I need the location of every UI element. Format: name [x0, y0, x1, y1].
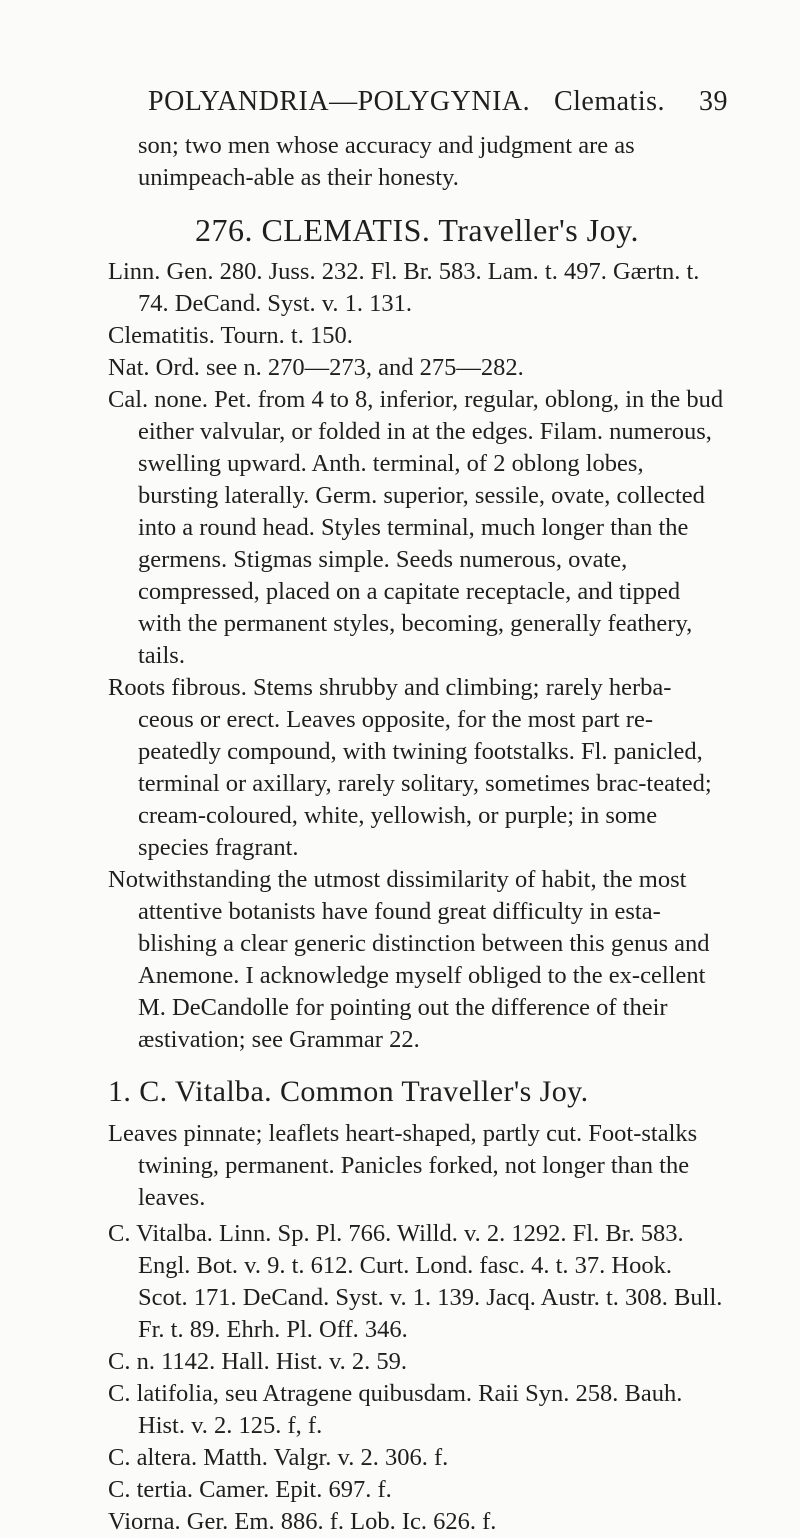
synonym-line: Viorna. Ger. Em. 886. f. Lob. Ic. 626. f.	[108, 1508, 497, 1535]
page-number: 39	[699, 86, 728, 117]
genus-heading: 276. CLEMATIS. Traveller's Joy.	[194, 212, 640, 248]
species-character: Leaves pinnate; leaflets heart-shaped, partly cut. Foot-stalks twining, permanent. Panicles forked, not longer than the leaves.	[108, 1120, 698, 1211]
species-heading: 1. C. Vitalba. Common Traveller's Joy.	[108, 1075, 589, 1108]
intro-paragraph: son; two men whose accuracy and judgment are as unimpeach-able as their honesty.	[138, 132, 635, 191]
synonym-line: C. altera. Matth. Valgr. v. 2. 306. f.	[108, 1444, 449, 1471]
running-title: POLYANDRIA—POLYGYNIA.	[148, 86, 531, 117]
generic-character: Cal. none. Pet. from 4 to 8, inferior, regular, oblong, in the bud either valvular, or folded in at the edges. Filam. numerous, swelling upward. Anth. terminal, of 2 oblong lobes, bursting laterally. Germ. superior, sessile, ovate, collected into a round head. Styles terminal, much longer than the germens. Stigmas simple. Seeds numerous, ovate, compressed, placed on a capitate receptacle, and tipped with the permanent styles, becoming, generally feathery, tails.	[108, 386, 724, 669]
synonym-line: C. Vitalba. Linn. Sp. Pl. 766. Willd. v. 2. 1292. Fl. Br. 583. Engl. Bot. v. 9. t. 612. Curt. Lond. fasc. 4. t. 37. Hook. Scot. 171. DeCand. Syst. v. 1. 139. Jacq. Austr. t. 308. Bull. Fr. t. 89. Ehrh. Pl. Off. 346.	[108, 1220, 723, 1343]
reference-line: Linn. Gen. 280. Juss. 232. Fl. Br. 583. Lam. t. 497. Gærtn. t. 74. DeCand. Syst. v. 1. 131.	[108, 258, 700, 317]
body-text	[108, 130, 726, 1538]
running-head	[148, 86, 728, 118]
observation-note: Notwithstanding the utmost dissimilarity of habit, the most attentive botanists have found great difficulty in esta-blishing a clear generic distinction between this genus and Anemone. I acknowledge myself obliged to the ex-cellent M. DeCandolle for pointing out the difference of their æstivation; see Grammar 22.	[108, 866, 710, 1053]
synonym-line: C. n. 1142. Hall. Hist. v. 2. 59.	[108, 1348, 407, 1375]
reference-line: Clematitis. Tourn. t. 150.	[108, 322, 353, 349]
running-genus: Clematis.	[553, 86, 665, 117]
habit-description: Roots fibrous. Stems shrubby and climbing; rarely herba-ceous or erect. Leaves opposite, for the most part re-peatedly compound, with twining footstalks. Fl. panicled, terminal or axillary, rarely solitary, sometimes brac-teated; cream-coloured, white, yellowish, or purple; in some species fragrant.	[108, 674, 712, 861]
synonym-line: C. tertia. Camer. Epit. 697. f.	[108, 1476, 392, 1503]
synonym-line: C. latifolia, seu Atragene quibusdam. Raii Syn. 258. Bauh. Hist. v. 2. 125. f, f.	[108, 1380, 683, 1439]
reference-line: Nat. Ord. see n. 270—273, and 275—282.	[108, 354, 524, 381]
